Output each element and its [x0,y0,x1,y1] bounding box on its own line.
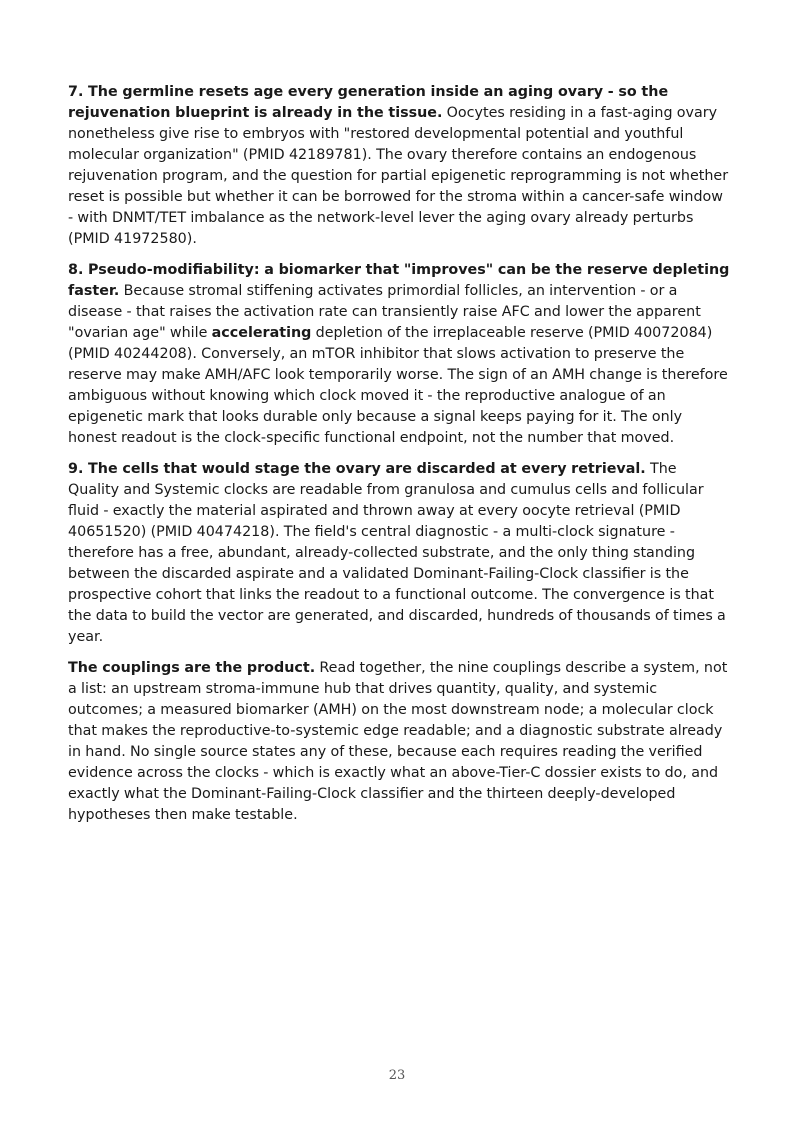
paragraph-summary [68,658,730,826]
paragraph-7-text: Oocytes residing in a fast-aging ovary nonetheless give rise to embryos with "restored developmental potential and youthful molecular organization" (PMID 42189781). The ovary therefore contains an endogenous rejuvenation program, and the question for partial epigenetic reprogramming is not whether reset is possible but whether it can be borrowed for the stroma within a cancer-safe window - with DNMT/TET imbalance as the network-level lever the aging ovary already perturbs (PMID 41972580). [68,105,729,247]
paragraph-8-text-after: depletion of the irreplaceable reserve (PMID 40072084)(PMID 40244208). Conversely, an mTOR inhibitor that slows activation to preserve the reserve may make AMH/AFC look temporarily worse. The sign of an AMH change is therefore ambiguous without knowing which clock moved it - the reproductive analogue of an epigenetic mark that looks durable only because a signal keeps paying for it. The only honest readout is the clock-specific functional endpoint, not the number that moved. [68,325,728,446]
paragraph-8-text-before: Because stromal stiffening activates primordial follicles, an intervention - or a disease - that raises the activation rate can transiently raise AFC and lower the apparent "ovarian age" while [68,283,701,341]
paragraph-summary-text: Read together, the nine couplings describe a system, not a list: an upstream stroma-immune hub that drives quantity, quality, and systemic outcomes; a measured biomarker (AMH) on the most downstream node; a molecular clock that makes the reproductive-to-systemic edge readable; and a diagnostic substrate already in hand. No single source states any of these, because each requires reading the verified evidence across the clocks - which is exactly what an above-Tier-C dossier exists to do, and exactly what the Dominant-Failing-Clock classifier and the thirteen deeply-developed hypotheses then make testable. [68,660,728,823]
paragraph-summary-heading: The couplings are the product. [68,660,316,676]
page-number: 23 [388,1068,406,1083]
paragraph-8-heading: 8. Pseudo-modifiability: a biomarker that "improves" can be the reserve depleting faster. [68,262,730,299]
paragraph-9-text: The Quality and Systemic clocks are readable from granulosa and cumulus cells and follicular fluid - exactly the material aspirated and thrown away at every oocyte retrieval (PMID 40651520) (PMID 40474218). The field's central diagnostic - a multi-clock signature - therefore has a free, abundant, already-collected substrate, and the only thing standing between the discarded aspirate and a validated Dominant-Failing-Clock classifier is the prospective cohort that links the readout to a functional outcome. The convergence is that the data to build the vector are generated, and discarded, hundreds of thousands of times a year. [68,461,726,645]
document-body [68,82,730,836]
paragraph-7-heading: 7. The germline resets age every generation inside an aging ovary - so the rejuvenation blueprint is already in the tissue. [68,84,669,121]
paragraph-8 [68,260,730,449]
paragraph-9 [68,459,730,648]
paragraph-9-heading: 9. The cells that would stage the ovary are discarded at every retrieval. [68,461,646,477]
paragraph-8-emphasis: accelerating [211,325,312,341]
paragraph-7 [68,82,730,250]
